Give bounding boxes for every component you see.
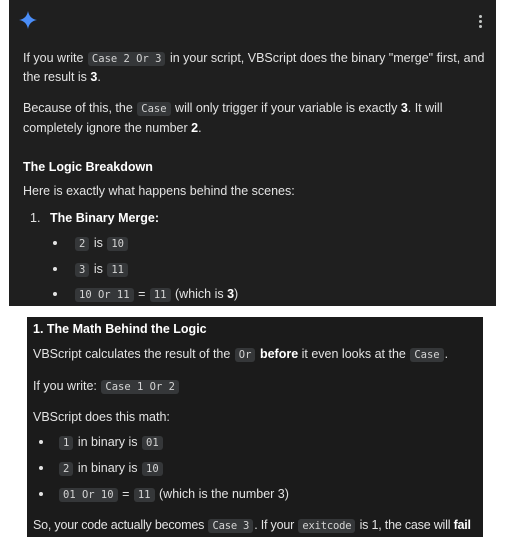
inline-code: 10 Or 11 [75,288,134,302]
inline-code: 10 [107,237,128,251]
section-heading: 1. The Math Behind the Logic [33,322,207,336]
list-item [58,460,164,477]
text: . [97,70,101,84]
text: will only trigger if your variable is exactly [171,101,401,115]
bullet-dot [53,267,57,271]
section-intro: Here is exactly what happens behind the scenes: [23,184,295,198]
inline-code: Case [410,348,443,362]
text: . It will [407,101,443,115]
bullet-dot [39,440,43,444]
paragraph-math [33,346,448,363]
more-options-icon[interactable] [477,15,483,29]
inline-code: 11 [150,288,171,302]
paragraph-example [33,378,180,395]
text: in binary is [77,461,138,475]
text: = [138,287,146,301]
paragraph-merge-line2 [23,69,101,85]
bold-text: 3 [90,70,98,84]
list-item [58,434,164,451]
text: . If your [254,518,298,532]
inline-code: 11 [134,488,155,502]
text: the result is [23,70,91,84]
inline-code: 2 [59,462,73,476]
text: If you write [23,51,87,65]
text: (which is the number 3) [159,487,289,501]
text: Because of this, the [23,101,137,115]
text: . [444,347,449,361]
bullet-dot [39,466,43,470]
inline-code: 11 [107,263,128,277]
inline-code: 01 Or 10 [59,488,118,502]
bold-text: fail [453,518,471,532]
text: So, your code actually becomes [33,518,208,532]
inline-code: 10 [142,462,163,476]
text: is [93,236,103,250]
inline-code: exitcode [298,519,355,533]
section-heading: The Logic Breakdown [23,160,153,174]
text: = [122,487,130,501]
list-number: 1. [30,211,41,225]
paragraph-merge [23,50,485,67]
paragraph-does-math: VBScript does this math: [33,410,170,424]
bullet-dot [39,492,43,496]
paragraph-case-trigger-line2 [23,120,202,136]
list-item [58,486,289,503]
bullet-dot [53,292,57,296]
text: it even looks at the [298,347,410,361]
inline-code: 3 [75,263,89,277]
bold-text: 3 [227,287,235,301]
inline-code: 1 [59,436,73,450]
text: completely ignore the number [23,121,192,135]
inline-code: Or [235,348,256,362]
paragraph-result [33,517,471,534]
list-item [74,286,238,303]
inline-code: Case 1 Or 2 [101,380,179,394]
bold-text: before [259,347,299,361]
bullet-dot [53,241,57,245]
list-item [74,261,129,278]
inline-code: Case 2 Or 3 [88,52,166,66]
text: . [198,121,202,135]
inline-code: Case 3 [208,519,253,533]
text: in binary is [77,435,138,449]
list-item [74,235,129,252]
list-title: The Binary Merge: [50,211,160,225]
paragraph-case-trigger [23,100,443,117]
bold-text: 3 [400,101,408,115]
text: (which is [175,287,228,301]
text: VBScript calculates the result of the [33,347,234,361]
bold-text: 2 [191,121,199,135]
text: ) [234,287,239,301]
inline-code: 2 [75,237,89,251]
text: is [93,262,103,276]
text: is 1, the case will [356,518,454,532]
text: in your script, VBScript does the binary "merge" first, and [166,51,485,65]
text: If you write: [33,379,101,393]
inline-code: Case [137,102,170,116]
gemini-spark-icon [19,11,37,29]
inline-code: 01 [142,436,163,450]
